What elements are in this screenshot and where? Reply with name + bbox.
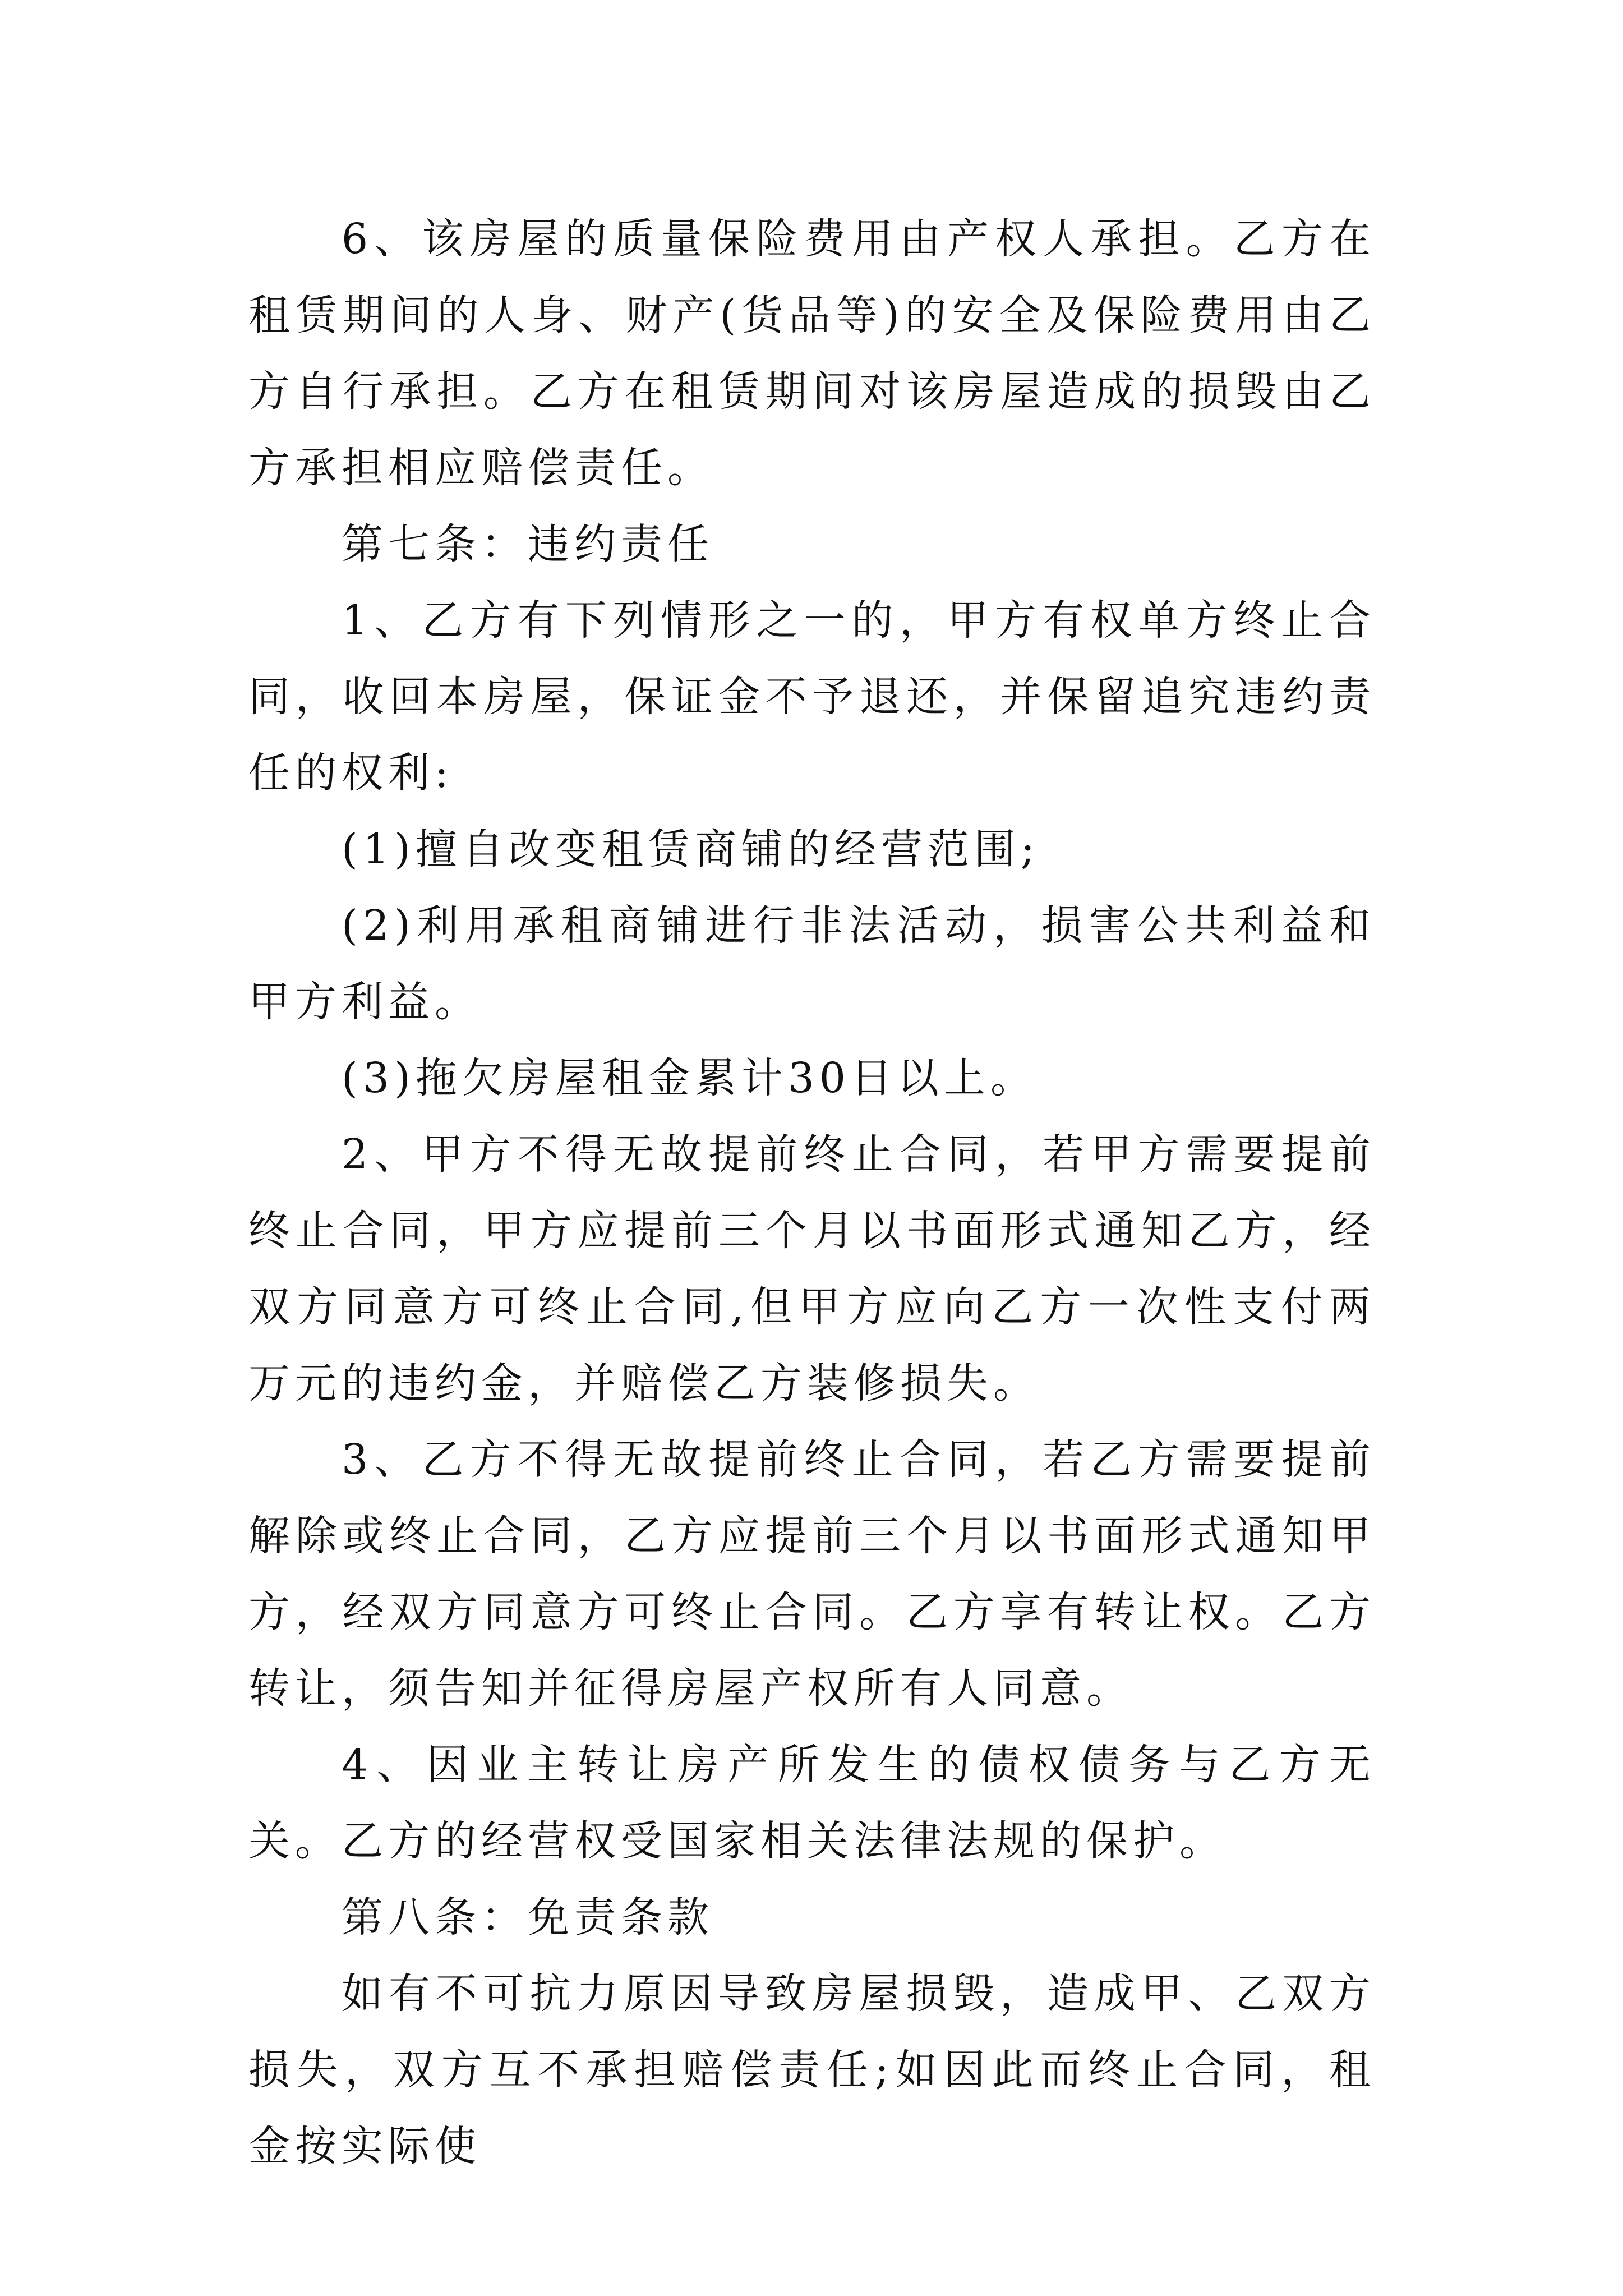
clause-7-1-item-1: (1)擅自改变租赁商铺的经营范围; bbox=[342, 825, 1040, 873]
clause-6-paragraph: 6、该房屋的质量保险费用由产权人承担。乙方在租赁期间的人身、财产(货品等)的安全及保险费用由乙方自行承担。乙方在租赁期间对该房屋造成的损毁由乙方承担相应赔偿责任。 bbox=[248, 215, 1376, 492]
clause-7-1-item-2: (2)利用承租商铺进行非法活动，损害公共利益和甲方利益。 bbox=[248, 901, 1376, 1026]
clause-7-1-item-3: (3)拖欠房屋租金累计30日以上。 bbox=[342, 1054, 1037, 1102]
article-8-heading: 第八条：免责条款 bbox=[342, 1893, 714, 1941]
article-8-paragraph: 如有不可抗力原因导致房屋损毁，造成甲、乙双方损失，双方互不承担赔偿责任;如因此而终止合同，租金按实际使 bbox=[248, 1970, 1376, 2170]
article-7-heading: 第七条：违约责任 bbox=[342, 520, 714, 568]
clause-7-1-paragraph: 1、乙方有下列情形之一的，甲方有权单方终止合同，收回本房屋，保证金不予退还，并保留追究违约责任的权利: bbox=[248, 596, 1376, 797]
document-body bbox=[248, 201, 1376, 2184]
clause-7-2-paragraph: 2、甲方不得无故提前终止合同，若甲方需要提前终止合同，甲方应提前三个月以书面形式通知乙方，经双方同意方可终止合同,但甲方应向乙方一次性支付两万元的违约金，并赔偿乙方装修损失。 bbox=[248, 1130, 1376, 1407]
clause-7-4-paragraph: 4、因业主转让房产所发生的债权债务与乙方无关。乙方的经营权受国家相关法律法规的保护。 bbox=[248, 1741, 1376, 1865]
clause-7-3-paragraph: 3、乙方不得无故提前终止合同，若乙方需要提前解除或终止合同，乙方应提前三个月以书面形式通知甲方，经双方同意方可终止合同。乙方享有转让权。乙方转让，须告知并征得房屋产权所有人同意。 bbox=[248, 1435, 1376, 1713]
